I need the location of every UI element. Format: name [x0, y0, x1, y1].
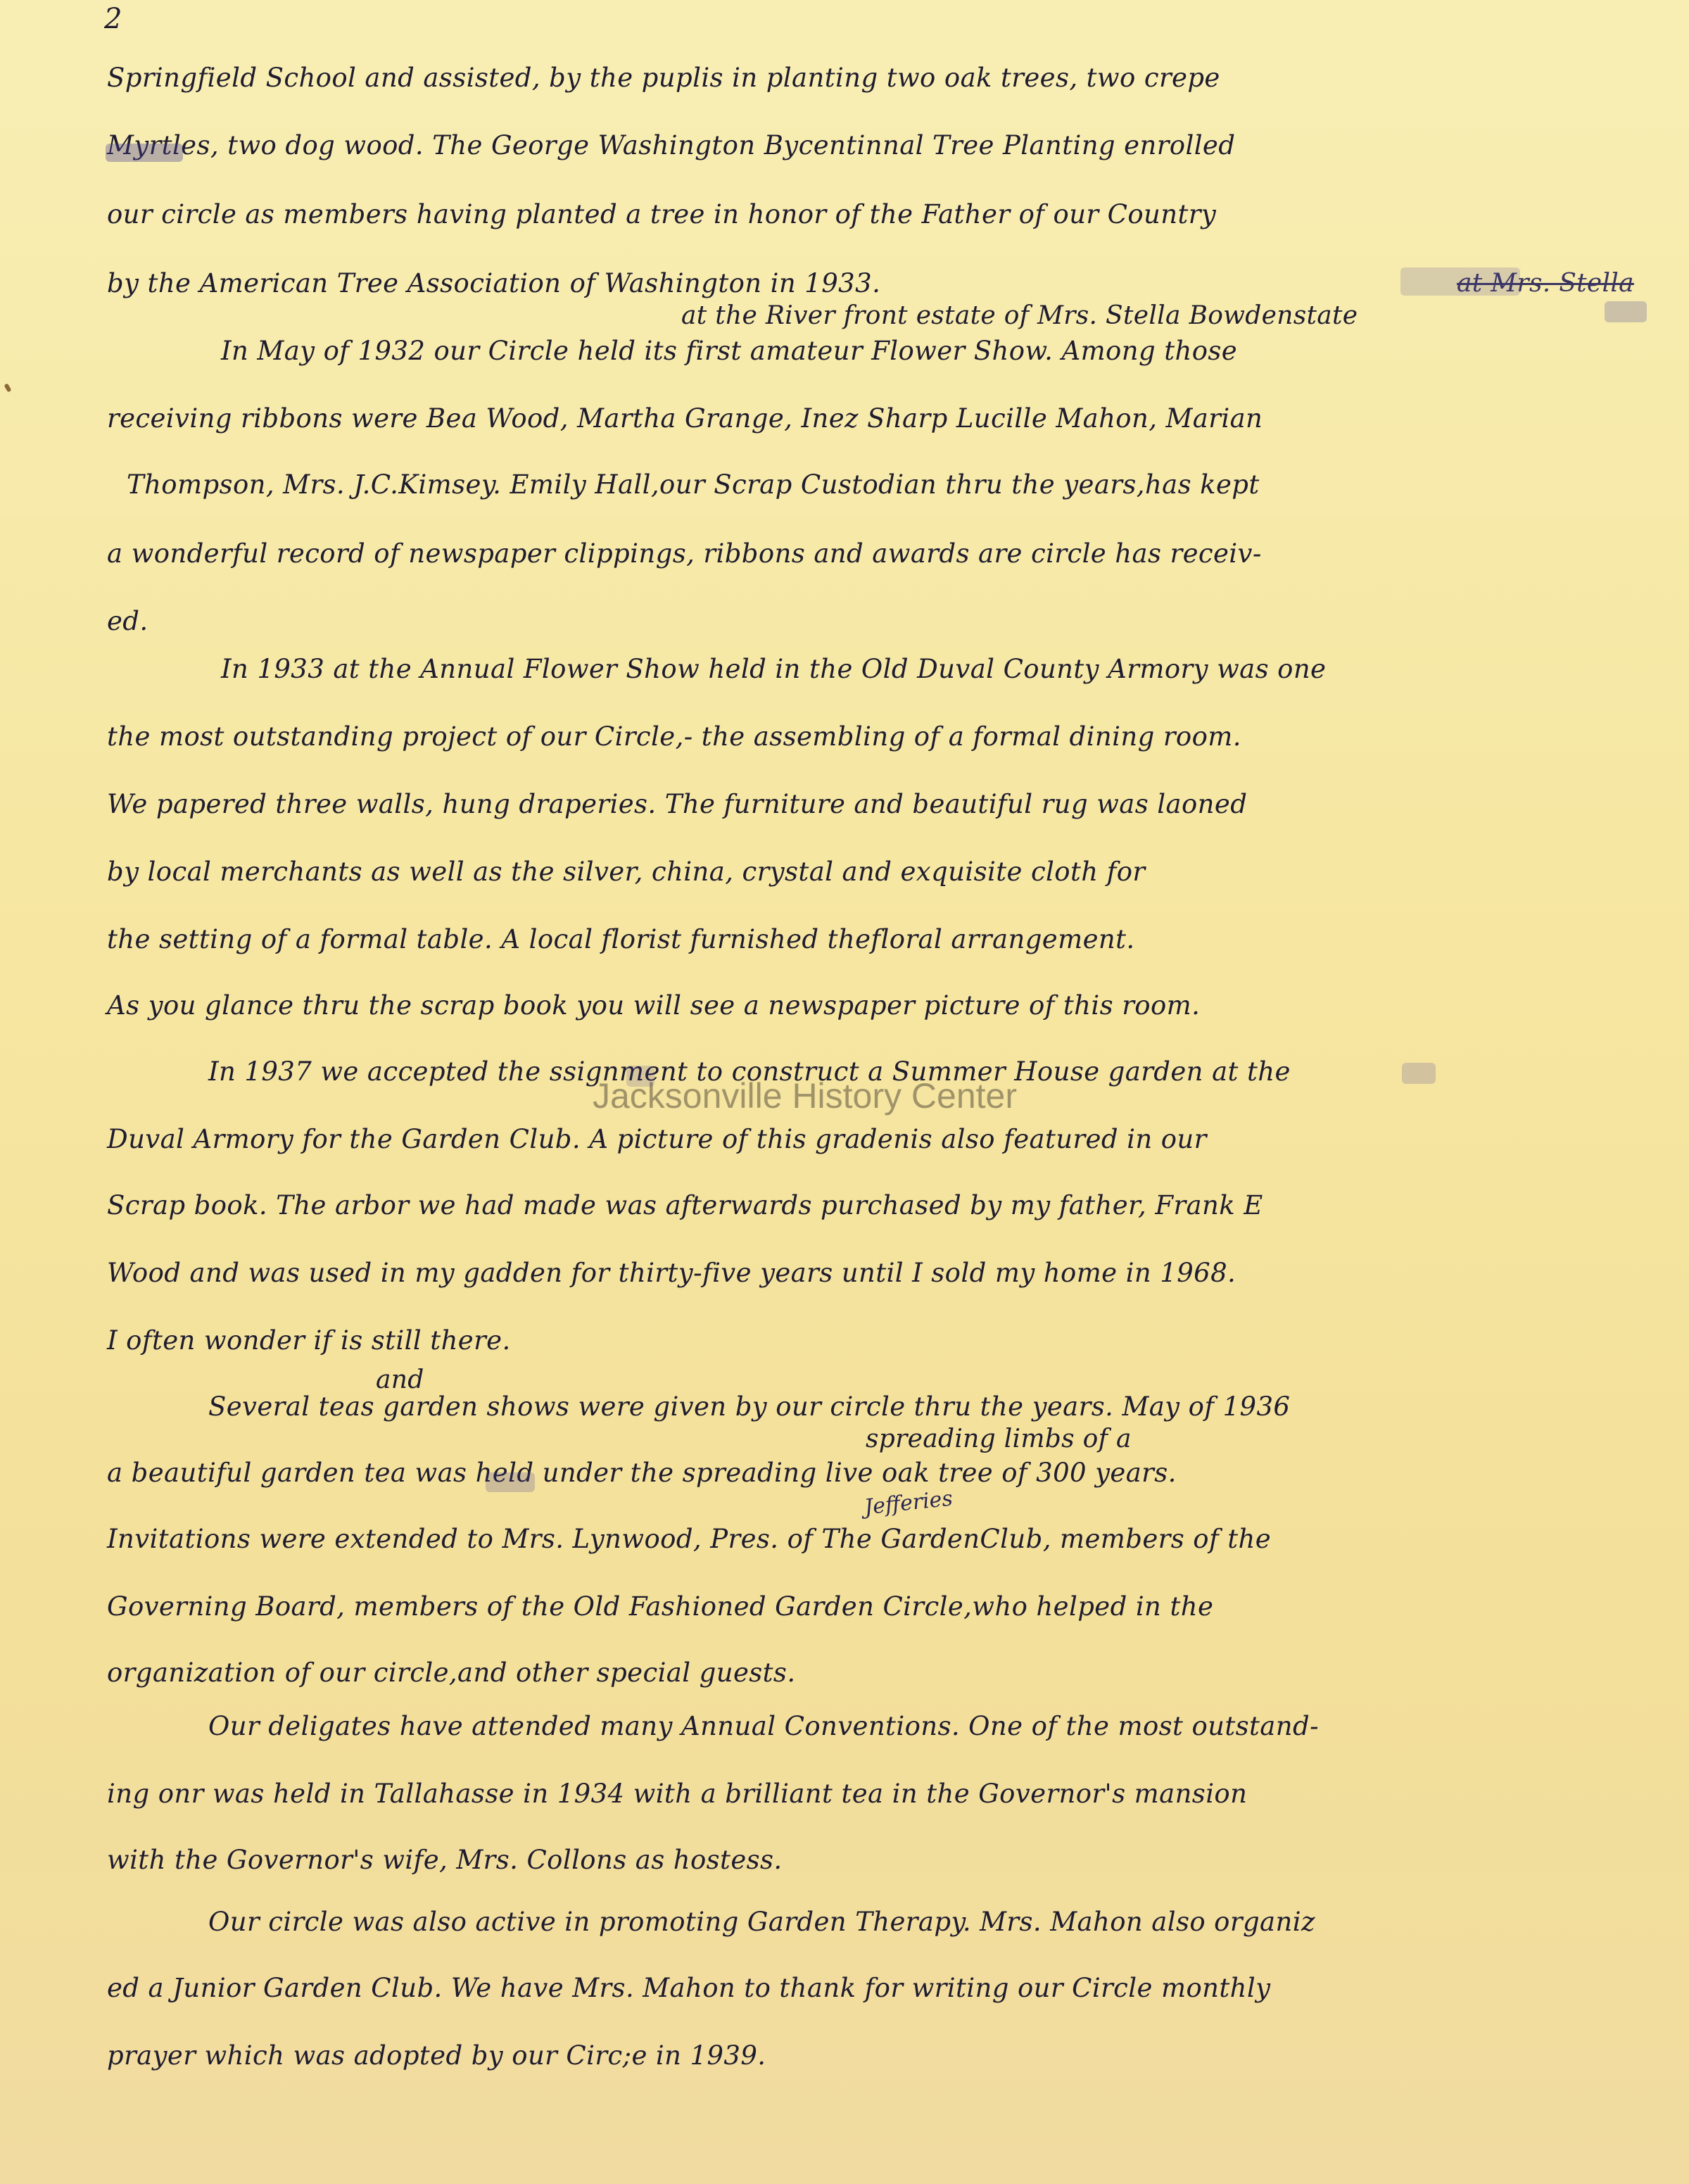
- text-line-11: the most outstanding project of our Circle,- the assembling of a formal dining room.: [107, 721, 1241, 752]
- text-line-2: Myrtles, two dog wood. The George Washington Bycentinnal Tree Planting enrolled: [107, 130, 1236, 160]
- text-line-9: ed.: [107, 606, 148, 636]
- text-line-27: ing onr was held in Tallahasse in 1934 with a brilliant tea in the Governor's mansion: [107, 1779, 1248, 1809]
- text-line-24: Governing Board, members of the Old Fashioned Garden Circle,who helped in the: [107, 1591, 1214, 1622]
- text-line-30: ed a Junior Garden Club. We have Mrs. Mahon to thank for writing our Circle monthly: [107, 1973, 1271, 2003]
- text-line-7: Thompson, Mrs. J.C.Kimsey. Emily Hall,our Scrap Custodian thru the years,has kept: [127, 469, 1260, 500]
- text-line-15: As you glance thru the scrap book you will see a newspaper picture of this room.: [107, 990, 1201, 1021]
- text-line-4: by the American Tree Association of Washington in 1933.: [107, 268, 881, 298]
- struck-fragment: at Mrs. Stella: [1457, 269, 1634, 298]
- text-line-6: receiving ribbons were Bea Wood, Martha Grange, Inez Sharp Lucille Mahon, Marian: [107, 403, 1263, 434]
- handwritten-jefferies: Jefferies: [863, 1486, 954, 1520]
- text-line-21: Several teas garden shows were given by our circle thru the years. May of 1936: [208, 1391, 1291, 1422]
- ink-smudge: [1402, 1063, 1436, 1084]
- page-number: 2: [104, 3, 122, 35]
- text-line-1: Springfield School and assisted, by the puplis in planting two oak trees, two crepe: [107, 63, 1220, 93]
- text-line-28: with the Governor's wife, Mrs. Collons as hostess.: [107, 1845, 783, 1875]
- text-line-12: We papered three walls, hung draperies. The furniture and beautiful rug was laoned: [107, 789, 1248, 819]
- ink-smudge: [1605, 301, 1647, 322]
- text-line-29: Our circle was also active in promoting Garden Therapy. Mrs. Mahon also organiz: [208, 1907, 1315, 1937]
- text-line-26: Our deligates have attended many Annual Conventions. One of the most outstand-: [208, 1711, 1319, 1741]
- text-line-17: Duval Armory for the Garden Club. A picture of this gradenis also featured in our: [107, 1124, 1207, 1154]
- text-line-25: organization of our circle,and other special guests.: [107, 1658, 796, 1688]
- text-line-20: I often wonder if is still there.: [107, 1325, 511, 1356]
- ink-smudge: [106, 144, 183, 162]
- insert-river-front: at the River front estate of Mrs. Stella Bowdenstate: [681, 301, 1358, 330]
- text-line-5: In May of 1932 our Circle held its first amateur Flower Show. Among those: [221, 336, 1238, 366]
- ink-smudge: [486, 1472, 535, 1492]
- text-line-10: In 1933 at the Annual Flower Show held in the Old Duval County Armory was one: [221, 654, 1327, 684]
- insert-and: and: [376, 1365, 424, 1394]
- insert-spreading-limbs: spreading limbs of a: [866, 1425, 1132, 1453]
- ink-smudge: [1400, 267, 1520, 296]
- text-line-19: Wood and was used in my gadden for thirty-five years until I sold my home in 1968.: [107, 1258, 1236, 1288]
- text-line-23: Invitations were extended to Mrs. Lynwood, Pres. of The GardenClub, members of the: [107, 1524, 1272, 1554]
- text-line-8: a wonderful record of newspaper clippings, ribbons and awards are circle has receiv-: [107, 538, 1262, 569]
- text-line-3: our circle as members having planted a tree in honor of the Father of our Country: [107, 199, 1217, 229]
- text-line-14: the setting of a formal table. A local florist furnished thefloral arrangement.: [107, 924, 1135, 954]
- text-line-31: prayer which was adopted by our Circ;e in 1939.: [107, 2040, 766, 2071]
- text-line-22: a beautiful garden tea was held under the spreading live oak tree of 300 years.: [107, 1458, 1177, 1488]
- ink-smudge: [626, 1066, 654, 1087]
- text-line-13: by local merchants as well as the silver, china, crystal and exquisite cloth for: [107, 857, 1146, 887]
- edge-mark: [4, 383, 11, 392]
- watermark: Jacksonville History Center: [593, 1076, 1017, 1116]
- text-line-18: Scrap book. The arbor we had made was afterwards purchased by my father, Frank E: [107, 1190, 1263, 1220]
- text-line-16: In 1937 we accepted the ssignment to construct a Summer House garden at the: [208, 1056, 1291, 1087]
